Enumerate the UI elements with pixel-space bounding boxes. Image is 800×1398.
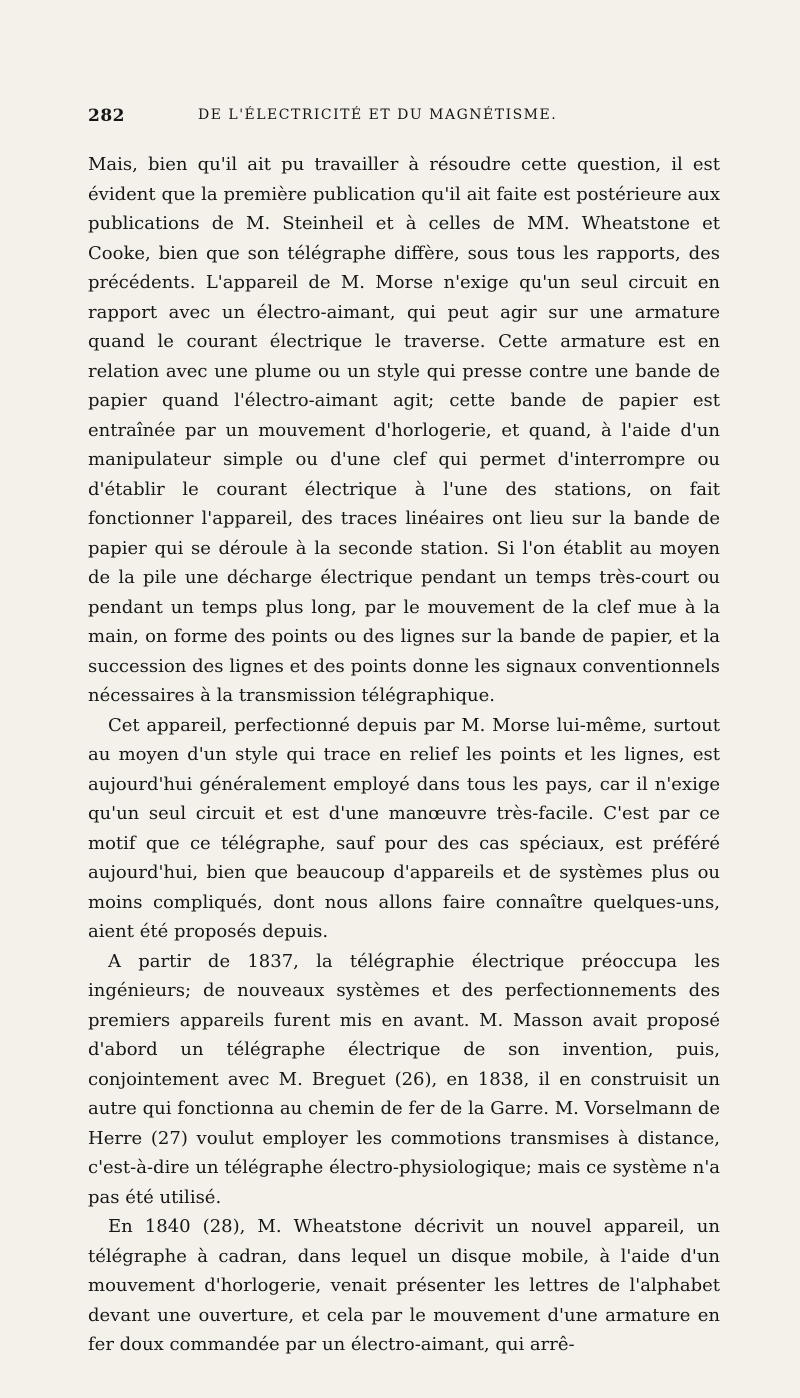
paragraph-2: Cet appareil, perfectionné depuis par M. Morse lui-même, surtout au moyen d'un style qui trace en relief les points et les lignes, est aujourd'hui généralement employé dans tous les pays, car il n'exige qu'un seul circuit et est d'une manœuvre très-facile. C'est par ce motif que ce télégraphe, sauf pour des cas spéciaux, est préféré aujourd'hui, bien que beaucoup d'appareils et de systèmes plus ou moins compliqués, dont nous allons faire connaître quelques-uns, aient été proposés depuis.	[88, 714, 720, 942]
paragraph-3: A partir de 1837, la télégraphie électrique préoccupa les ingénieurs; de nouveaux systèmes et des perfectionnements des premiers appareils furent mis en avant. M. Masson avait proposé d'abord un télégraphe électrique de son invention, puis, conjointement avec M. Breguet (26), en 1838, il en construisit un autre qui fonctionna au chemin de fer de la Garre. M. Vorselmann de Herre (27) voulut employer les commotions transmises à distance, c'est-à-dire un télégraphe électro-physiologique; mais ce système n'a pas été utilisé.	[88, 950, 720, 1208]
paragraph-4: En 1840 (28), M. Wheatstone décrivit un nouvel appareil, un télégraphe à cadran, dans lequel un disque mobile, à l'aide d'un mouvement d'horlogerie, venait présenter les lettres de l'alphabet devant une ouverture, et cela par le mouvement d'une armature en fer doux commandée par un électro-aimant, qui arrê-	[88, 1216, 720, 1355]
page-header	[88, 98, 720, 138]
running-title: DE L'ÉLECTRICITÉ ET DU MAGNÉTISME.	[198, 107, 558, 123]
paragraph-1: Mais, bien qu'il ait pu travailler à résoudre cette question, il est évident que la première publication qu'il ait faite est postérieure aux publications de M. Steinheil et à celles de MM. Wheatstone et Cooke, bien que son télégraphe diffère, sous tous les rapports, des précédents. L'appareil de M. Morse n'exige qu'un seul circuit en rapport avec un électro-aimant, qui peut agir sur une armature quand le courant électrique le traverse. Cette armature est en relation avec une plume ou un style qui presse contre une bande de papier quand l'électro-aimant agit; cette bande de papier est entraînée par un mouvement d'horlogerie, et quand, à l'aide d'un manipulateur simple ou d'une clef qui permet d'interrompre ou d'établir le courant électrique à l'une des stations, on fait fonctionner l'appareil, des traces linéaires ont lieu sur la bande de papier qui se déroule à la seconde station. Si l'on établit au moyen de la pile une décharge électrique pendant un temps très-court ou pendant un temps plus long, par le mouvement de la clef mue à la main, on forme des points ou des lignes sur la bande de papier, et la succession des lignes et des points donne les signaux conventionnels nécessaires à la transmission télégraphique.	[88, 154, 720, 706]
page-number: 282	[88, 106, 125, 126]
body-text	[88, 150, 720, 1360]
